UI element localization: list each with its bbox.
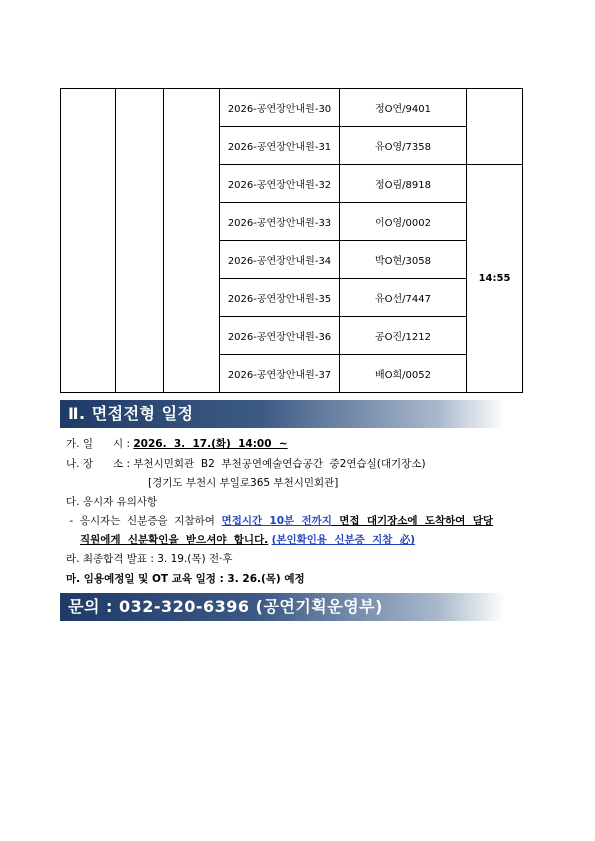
- schedule-location: [66, 456, 426, 471]
- notice-line-2: [80, 532, 415, 547]
- applicant-cell: 정O림/8918: [340, 165, 467, 203]
- notice-line-1: [66, 513, 493, 528]
- interview-schedule-table: [60, 88, 523, 393]
- appointment-schedule: 마. 임용예정일 및 OT 교육 일정 : 3. 26.(목) 예정: [66, 573, 305, 585]
- contact-banner: 문의 : 032-320-6396 (공연기획운영부): [60, 593, 505, 621]
- notice-line2-text: 직원에게 신분확인을 받으셔야 합니다.: [80, 534, 269, 546]
- table-row: [61, 89, 523, 127]
- applicant-cell: 공O진/1212: [340, 317, 467, 355]
- exam-number-cell: 2026-공연장안내원-35: [220, 279, 340, 317]
- location-value: 부천시민회관 B2 부천공연예술연습공간 중2연습실(대기장소): [133, 458, 426, 470]
- interview-time-cell: 14:55: [467, 165, 523, 393]
- notice-paren: (본인확인용 신분증 지참 必): [271, 534, 416, 546]
- location-address: [경기도 부천시 부일로365 부천시민회관]: [148, 477, 339, 489]
- exam-number-cell: 2026-공연장안내원-36: [220, 317, 340, 355]
- blank-cell: [164, 89, 220, 393]
- blank-cell: [116, 89, 164, 393]
- exam-number-cell: 2026-공연장안내원-31: [220, 127, 340, 165]
- applicant-cell: 유O선/7447: [340, 279, 467, 317]
- exam-number-cell: 2026-공연장안내원-30: [220, 89, 340, 127]
- datetime-value: 2026. 3. 17.(화) 14:00 ~: [133, 438, 288, 450]
- applicant-cell: 이O영/0002: [340, 203, 467, 241]
- schedule-datetime: [66, 436, 288, 451]
- applicant-cell: 박O현/3058: [340, 241, 467, 279]
- notice-prefix: - 응시자는 신분증을 지참하여: [66, 515, 222, 527]
- time-cell-empty: [467, 89, 523, 165]
- applicant-cell: 배O희/0052: [340, 355, 467, 393]
- notice-highlight: 면접시간 10분 전까지: [221, 515, 332, 527]
- exam-number-cell: 2026-공연장안내원-33: [220, 203, 340, 241]
- section-heading-banner: Ⅱ. 면접전형 일정: [60, 400, 505, 428]
- applicant-cell: 정O연/9401: [340, 89, 467, 127]
- exam-number-cell: 2026-공연장안내원-32: [220, 165, 340, 203]
- blank-cell: [61, 89, 116, 393]
- datetime-label: 가. 일 시 :: [66, 438, 134, 450]
- exam-number-cell: 2026-공연장안내원-37: [220, 355, 340, 393]
- exam-number-cell: 2026-공연장안내원-34: [220, 241, 340, 279]
- location-label: 나. 장 소 :: [66, 458, 134, 470]
- notice-mid: 면접 대기장소에 도착하여 담당: [331, 515, 494, 527]
- notice-heading: 다. 응시자 유의사항: [66, 496, 158, 508]
- applicant-cell: 유O영/7358: [340, 127, 467, 165]
- final-announcement: 라. 최종합격 발표 : 3. 19.(목) 전·후: [66, 553, 233, 565]
